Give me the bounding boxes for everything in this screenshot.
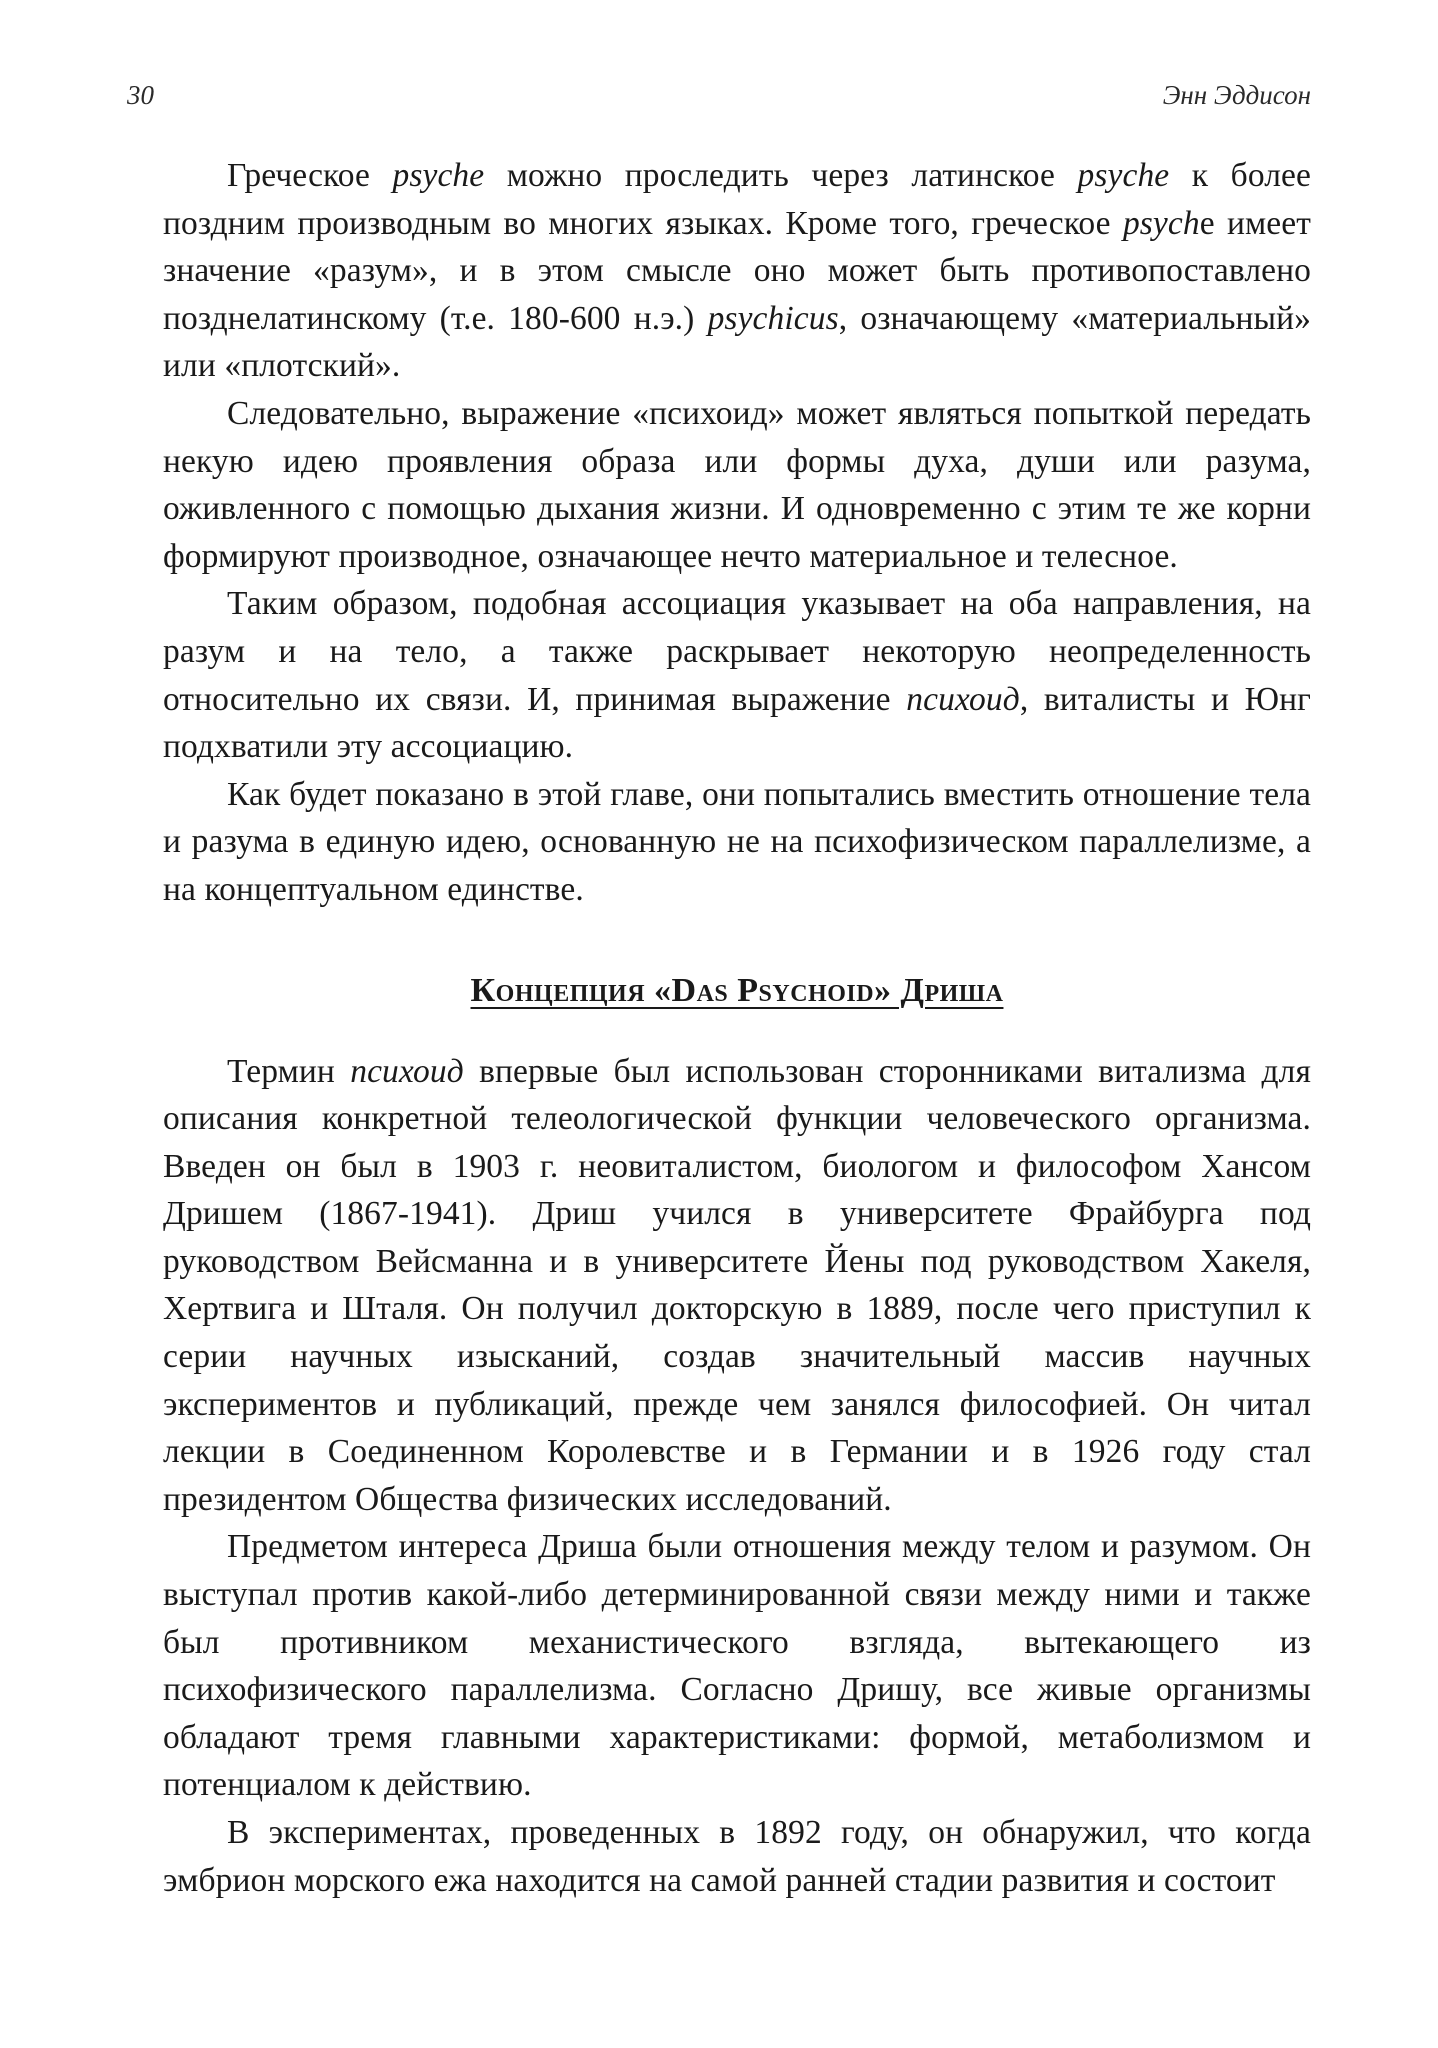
italic-term: психоид: [350, 1052, 464, 1090]
text-run: , виталисты и Юнг подхватили эту ассоциацию.: [163, 680, 1311, 766]
italic-term: psych: [1122, 204, 1200, 242]
paragraph-sea-urchin: В экспериментах, проведенных в 1892 году, он обнаружил, что когда эмбрион морского ежа находится на самой ранней стадии развития и состоит: [163, 1814, 1311, 1899]
paragraph-driesch-interest: Предметом интереса Дриша были отношения между телом и разумом. Он выступал против какой-либо детерминированной связи между ними и также был противником механистического взгляда, вытекающего из психофизического параллелизма. Согласно Дришу, все живые организмы обладают тремя главными характеристиками: формой, метаболизмом и потенциалом к действию.: [163, 1528, 1311, 1804]
page-number: 30: [127, 80, 154, 110]
italic-term: psychicus: [707, 299, 839, 337]
text-run: к более поздним производным во многих языках. Кроме того, греческое: [163, 157, 1311, 242]
paragraph-driesch-bio: [163, 1048, 1311, 1524]
italic-term: psyche: [1077, 157, 1170, 194]
paragraph-chapter-preview: Как будет показано в этой главе, они попытались вместить отношение тела и разума в единую идею, основанную не на психофизическом параллелизме, а на концептуальном единстве.: [163, 775, 1311, 908]
section-intro: [163, 152, 1311, 914]
text-run: можно проследить через латинское: [484, 157, 1078, 194]
italic-term: psyche: [392, 157, 485, 194]
section-heading: Концепция «Das Psychoid» Дриша: [470, 971, 1004, 1009]
section-driesch: [163, 1048, 1311, 1905]
text-run: Греческое: [227, 157, 393, 194]
book-page: [127, 80, 1311, 1904]
text-run: Таким образом, подобная ассоциация указывает на оба направления, на разум и на тело, а также раскрывает некоторую неопределенность относительно их связи. И, принимая выражение: [163, 585, 1311, 718]
text-run: , означающему «материальный» или «плотский».: [163, 299, 1311, 385]
text-run: Термин: [227, 1052, 351, 1090]
paragraph-association: [163, 580, 1311, 770]
text-run: e имеет значение «разум», и в этом смысле оно может быть противопоставлено позднелатинскому (т.е. 180-600 н.э.): [163, 204, 1311, 337]
text-run: впервые был использован сторонниками витализма для описания конкретной телеологической функции человеческого организма. Введен он был в 1903 г. неовиталистом, биологом и философом Хансом Дришем (1867-1941). Дриш учился в университете Фрайбурга под руководством Вейсманна и в университете Йены под руководством Хакеля, Хертвига и Шталя. Он получил докторскую в 1889, после чего приступил к серии научных изысканий, создав значительный массив научных экспериментов и публикаций, прежде чем занялся философией. Он читал лекции в Соединенном Королевстве и в Германии и в 1926 году стал президентом Общества физических исследований.: [163, 1052, 1311, 1518]
running-head: [127, 80, 1311, 124]
paragraph-psyche-etymology: [163, 152, 1311, 390]
italic-term: психоид: [906, 680, 1020, 718]
running-head-author: Энн Эддисон: [1162, 80, 1311, 110]
paragraph-psychoid-meaning: Следовательно, выражение «психоид» может являться попыткой передать некую идею проявления образа или формы духа, души или разума, оживленного с помощью дыхания жизни. И одновременно с этим те же корни формируют производное, означающее нечто материальное и телесное.: [163, 394, 1311, 575]
